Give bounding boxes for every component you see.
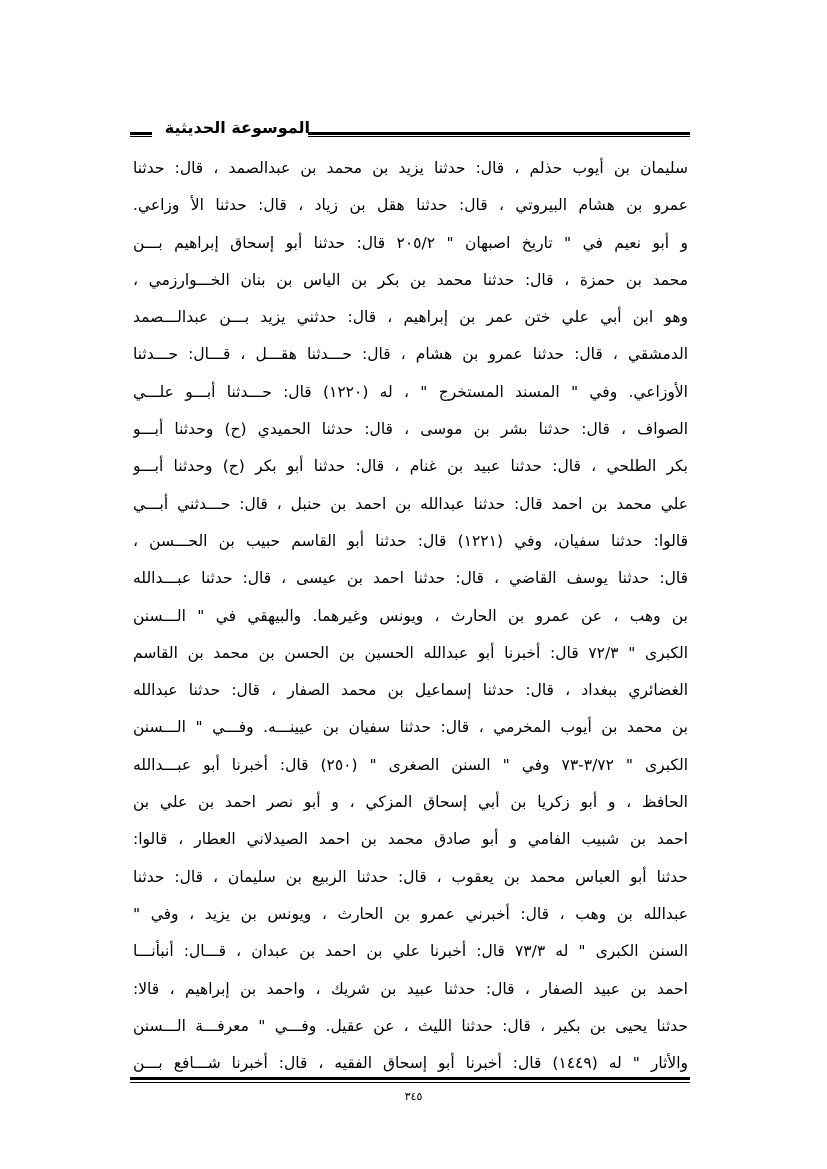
text-line: بكر الطلحي ، قال: حدثنا عبيد بن غنام ، قال: حدثنا أبو بكر (ح) وحدثنا أبـــو xyxy=(133,457,688,476)
page-number: ٣٤٥ xyxy=(404,1090,423,1103)
text-line: الكبرى " ٣/٧٢-٧٣ وفي " السنن الصغرى " (٢٥٠) قال: أخبرنا أبو عبـــدالله xyxy=(133,755,688,774)
text-line: الصواف ، قال: حدثنا بشر بن موسى ، قال: حدثنا الحميدي (ح) وحدثنا أبـــو xyxy=(133,420,688,439)
text-line: علي محمد بن احمد قال: حدثنا عبدالله بن احمد بن حنبل ، قال: حـــدثني أبـــي xyxy=(133,494,688,513)
text-line: قالوا: حدثنا سفيان، وفي (١٢٢١) قال: حدثنا أبو القاسم حبيب بن الحـــسن ، xyxy=(133,531,688,550)
text-line: حدثنا أبو العباس محمد بن يعقوب ، قال: حدثنا الربيع بن سليمان ، قال: حدثنا xyxy=(133,867,688,886)
footer-rule xyxy=(130,1077,690,1083)
text-line: بن محمد بن أيوب المخرمي ، قال: حدثنا سفيان بن عيينـــه. وفـــي " الـــسنن xyxy=(133,718,688,737)
header-title: الموسوعة الحديثية xyxy=(164,118,310,137)
text-line: الغضائري ببغداد ، قال: حدثنا إسماعيل بن محمد الصفار ، قال: حدثنا عبدالله xyxy=(133,681,688,700)
body-text xyxy=(133,150,688,1082)
header-rule-right xyxy=(308,132,690,137)
text-line: الدمشقي ، قال: حدثنا عمرو بن هشام ، قال: حـــدثنا هقـــل ، قـــال: حـــدثنا xyxy=(133,345,688,364)
text-line: حدثنا يحيى بن بكير ، قال: حدثنا الليث ، عن عقيل. وفـــي " معرفـــة الـــسنن xyxy=(133,1016,688,1035)
text-line: محمد بن حمزة ، قال: حدثنا محمد بن بكر بن الياس بن بنان الخـــوارزمي ، xyxy=(133,270,688,289)
text-line: احمد بن شبيب الفامي و أبو صادق محمد بن احمد الصيدلاني العطار ، قالوا: xyxy=(133,830,688,849)
text-line: والأثار " له (١٤٤٩) قال: أخبرنا أبو إسحاق الفقيه ، قال: أخبرنا شـــافع بـــن xyxy=(133,1054,688,1073)
running-header xyxy=(130,118,690,142)
text-line: الأوزاعي. وفي " المسند المستخرج " ، له (١٢٢٠) قال: حـــدثنا أبـــو علـــي xyxy=(133,382,688,401)
text-line: احمد بن عبيد الصفار ، قال: حدثنا عبيد بن شريك ، واحمد بن إبراهيم ، قالا: xyxy=(133,979,688,998)
text-line: قال: حدثنا يوسف القاضي ، قال: حدثنا احمد بن عيسى ، قال: حدثنا عبـــدالله xyxy=(133,569,688,588)
header-rule-left xyxy=(130,132,152,137)
text-line: بن وهب ، عن عمرو بن الحارث ، ويونس وغيرهما. والبيهقي في " الـــسنن xyxy=(133,606,688,625)
text-line: وهو ابن أبي علي ختن عمر بن إبراهيم ، قال: حدثني يزيد بـــن عبدالـــصمد xyxy=(133,308,688,327)
text-line: الكبرى " ٧٢/٣ قال: أخبرنا أبو عبدالله الحسين بن الحسن بن محمد بن القاسم xyxy=(133,643,688,662)
text-line: عبدالله بن وهب ، قال: أخبرني عمرو بن الحارث ، ويونس بن يزيد ، وفي " xyxy=(133,904,688,923)
text-line: عمرو بن هشام البيروتي ، قال: حدثنا هقل بن زياد ، قال: حدثنا الأ وزاعي. xyxy=(133,196,688,215)
text-line: سليمان بن أيوب حذلم ، قال: حدثنا يزيد بن محمد بن عبدالصمد ، قال: حدثنا xyxy=(133,159,688,177)
text-line: و أبو نعيم في " تاريخ اصبهان " ٢٠٥/٢ قال: حدثنا أبو إسحاق إبراهيم بـــن xyxy=(133,233,688,252)
text-line: الحافظ ، و أبو زكريا بن أبي إسحاق المزكي ، و أبو نصر احمد بن علي بن xyxy=(133,793,688,812)
text-line: السنن الكبرى " له ٧٣/٣ قال: أخبرنا علي بن احمد بن عبدان ، قـــال: أنبأنـــا xyxy=(133,942,688,961)
